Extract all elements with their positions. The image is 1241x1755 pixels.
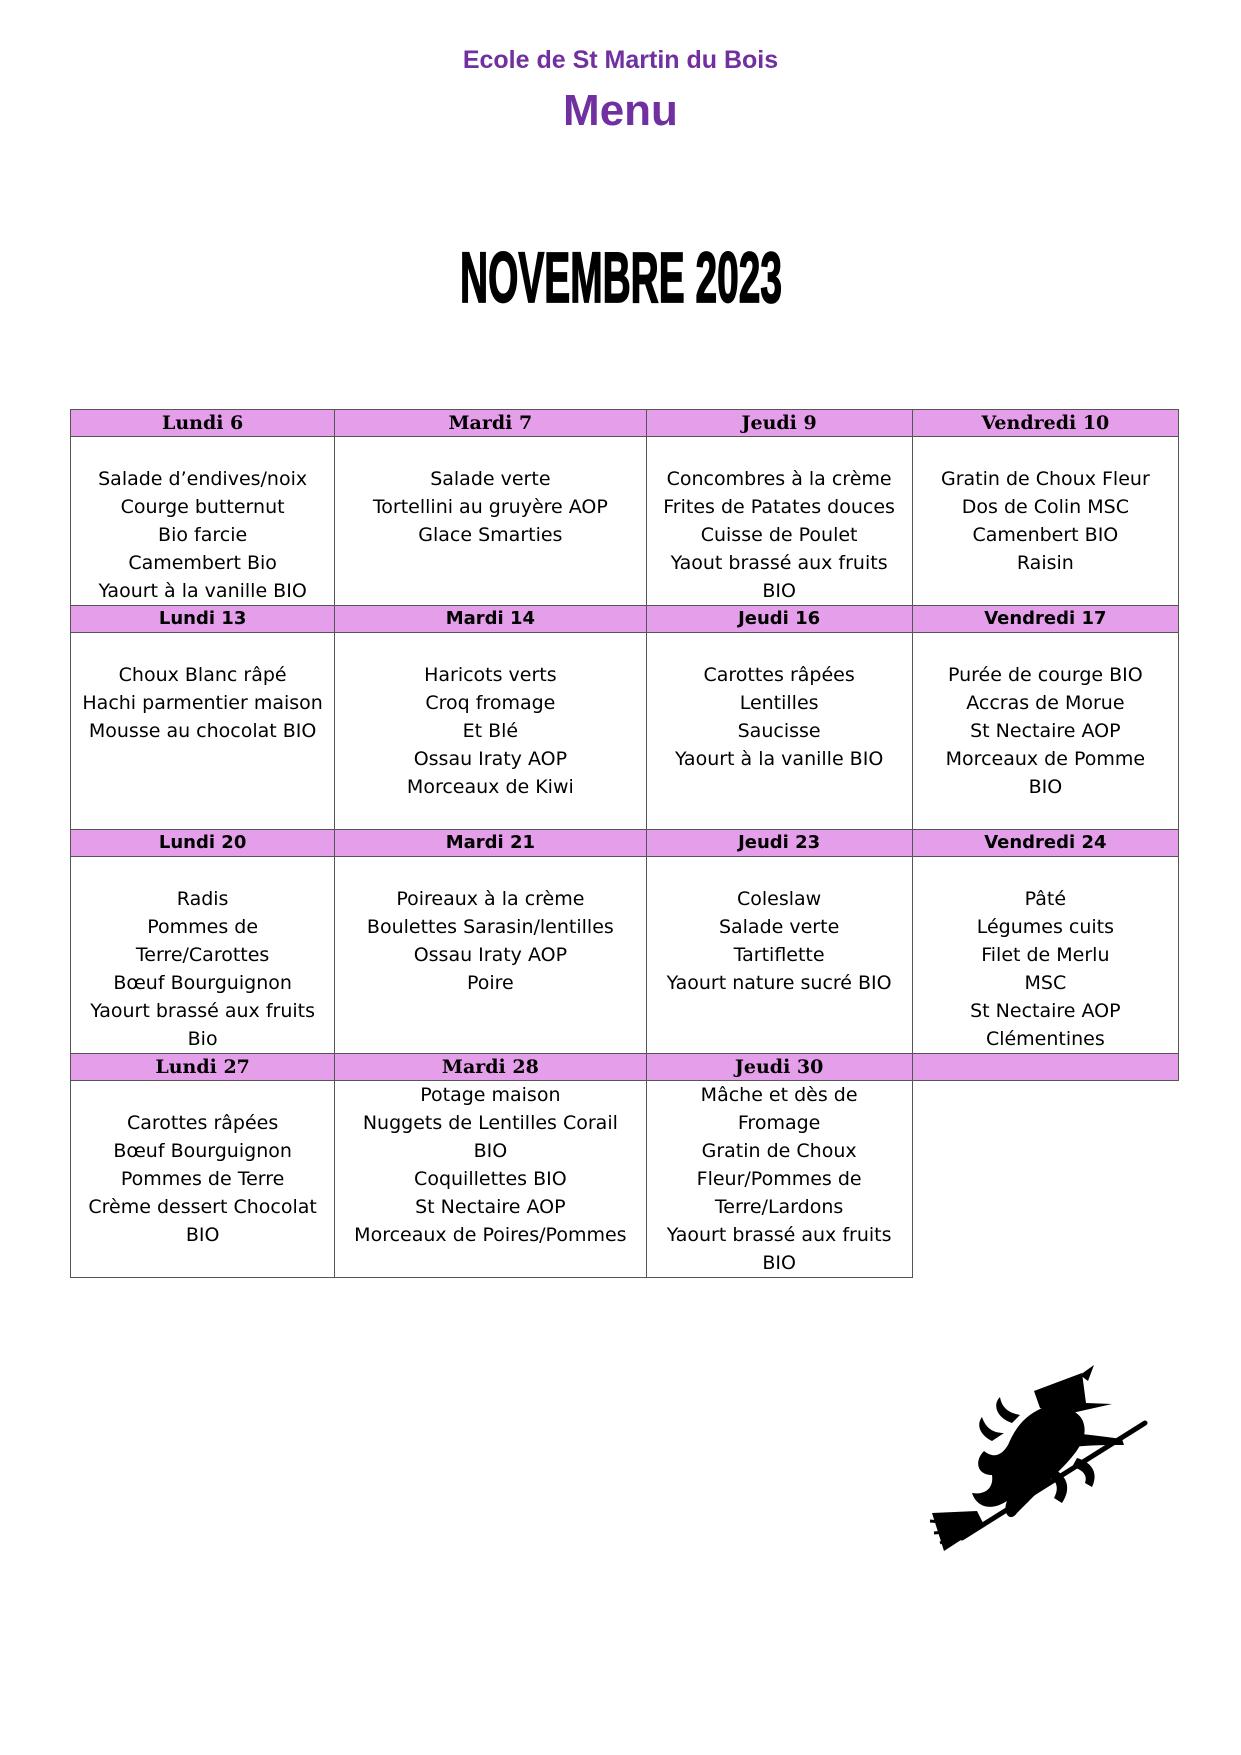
day-header: Mardi 21 (335, 830, 646, 857)
school-name: Ecole de St Martin du Bois (462, 46, 779, 74)
menu-item: Ossau Iraty AOP (413, 944, 568, 966)
menu-item: Camembert Bio (128, 552, 277, 574)
menu-item: St Nectaire AOP (970, 720, 1121, 742)
menu-item: Yaourt brassé aux fruits (90, 1000, 315, 1022)
menu-item: Courge butternut (120, 496, 285, 518)
menu-item: Salade verte (718, 916, 840, 938)
day-header: Lundi 27 (71, 1054, 335, 1081)
menu-item: Yaourt à la vanille BIO (98, 580, 307, 602)
month-title (0, 232, 1241, 322)
witch-on-broom-icon (922, 1363, 1152, 1553)
day-header: Lundi 20 (71, 830, 335, 857)
day-menu (71, 633, 335, 830)
menu-item: Salade verte (430, 468, 551, 490)
day-menu (912, 633, 1178, 830)
menu-item: MSC (1024, 972, 1067, 994)
week-menu-row (71, 857, 1179, 1054)
menu-item: St Nectaire AOP (415, 1196, 566, 1218)
menu-item: BIO (1028, 776, 1063, 798)
menu-item: Choux Blanc râpé (118, 664, 287, 686)
menu-item: Radis (176, 888, 229, 910)
menu-item: Coleslaw (737, 888, 822, 910)
menu-item: Frites de Patates douces (663, 496, 895, 518)
empty-cell (912, 1081, 1178, 1278)
menu-item: Glace Smarties (418, 524, 563, 546)
menu-item: Yaourt brassé aux fruits (666, 1224, 892, 1246)
day-header: Jeudi 30 (646, 1054, 912, 1081)
day-menu (912, 437, 1178, 606)
day-header (912, 1054, 1178, 1081)
day-header: Jeudi 23 (646, 830, 912, 857)
menu-item: Lentilles (739, 692, 819, 714)
menu-item: Poire (466, 972, 514, 994)
menu-item: Mousse au chocolat BIO (88, 720, 317, 742)
day-header: Lundi 6 (71, 410, 335, 437)
menu-item: Yaourt à la vanille BIO (674, 748, 884, 770)
day-menu (912, 857, 1178, 1054)
menu-item: Concombres à la crème (666, 468, 892, 490)
day-menu (335, 437, 646, 606)
day-header: Mardi 28 (335, 1054, 646, 1081)
menu-item: Crème dessert Chocolat (88, 1196, 317, 1218)
menu-item: Filet de Merlu (981, 944, 1110, 966)
menu-item: Mâche et dès de (700, 1084, 858, 1106)
menu-item: Yaourt nature sucré BIO (666, 972, 892, 994)
menu-item: Croq fromage (425, 692, 556, 714)
menu-item: Boulettes Sarasin/lentilles (366, 916, 614, 938)
menu-item: Pommes de Terre (120, 1168, 285, 1190)
menu-item: Gratin de Choux Fleur (940, 468, 1150, 490)
menu-item: Et Blé (462, 720, 519, 742)
day-menu (646, 857, 912, 1054)
menu-title: Menu (563, 86, 678, 135)
menu-item: Clémentines (985, 1028, 1105, 1050)
day-menu (646, 1081, 912, 1278)
menu-item: Nuggets de Lentilles Corail (362, 1112, 618, 1134)
menu-item: St Nectaire AOP (970, 1000, 1121, 1022)
week-header-row (71, 1054, 1179, 1081)
menu-item: Fleur/Pommes de (696, 1168, 862, 1190)
menu-item: Bœuf Bourguignon (113, 1140, 292, 1162)
menu-item: Morceaux de Kiwi (406, 776, 574, 798)
day-header: Mardi 7 (335, 410, 646, 437)
menu-item: Fromage (737, 1112, 821, 1134)
menu-item: Tartiflette (733, 944, 825, 966)
day-menu (646, 437, 912, 606)
menu-item: BIO (762, 1252, 796, 1274)
day-header: Vendredi 10 (912, 410, 1178, 437)
month-title-text: NOVEMBRE 2023 (459, 239, 782, 319)
day-menu (71, 437, 335, 606)
menu-item: Terre/Carottes (135, 944, 270, 966)
menu-item: Tortellini au gruyère AOP (372, 496, 608, 518)
day-header: Jeudi 16 (646, 606, 912, 633)
day-header: Mardi 14 (335, 606, 646, 633)
menu-item: Dos de Colin MSC (961, 496, 1129, 518)
week-menu-row (71, 1081, 1179, 1278)
menu-item: Raisin (1016, 552, 1074, 574)
menu-item: BIO (185, 1224, 220, 1246)
menu-item: Pâté (1024, 888, 1067, 910)
menu-item: Bio farcie (158, 524, 248, 546)
menu-item: Poireaux à la crème (396, 888, 585, 910)
day-menu (335, 633, 646, 830)
day-menu (646, 633, 912, 830)
menu-item: Potage maison (420, 1084, 561, 1106)
menu-item: Morceaux de Pomme (945, 748, 1146, 770)
menu-item: Gratin de Choux (701, 1140, 857, 1162)
menu-item: Carottes râpées (126, 1112, 279, 1134)
menu-item: BIO (762, 580, 796, 602)
week-header-row (71, 410, 1179, 437)
day-menu (71, 857, 335, 1054)
menu-item: Légumes cuits (976, 916, 1115, 938)
menu-item: Cuisse de Poulet (700, 524, 858, 546)
menu-item: Terre/Lardons (714, 1196, 844, 1218)
week-header-row (71, 830, 1179, 857)
menu-table (70, 409, 1179, 1278)
menu-item: Haricots verts (424, 664, 557, 686)
menu-item: Saucisse (737, 720, 821, 742)
menu-item: BIO (473, 1140, 508, 1162)
week-menu-row (71, 633, 1179, 830)
day-header: Lundi 13 (71, 606, 335, 633)
menu-item: Morceaux de Poires/Pommes (354, 1224, 627, 1246)
week-header-row (71, 606, 1179, 633)
day-header: Vendredi 17 (912, 606, 1178, 633)
menu-item: Accras de Morue (966, 692, 1125, 714)
day-menu (335, 1081, 646, 1278)
menu-item: Yaout brassé aux fruits (670, 552, 888, 574)
menu-item: Camenbert BIO (972, 524, 1119, 546)
menu-item: Coquillettes BIO (414, 1168, 567, 1190)
day-header: Jeudi 9 (646, 410, 912, 437)
day-menu (335, 857, 646, 1054)
day-menu (71, 1081, 335, 1278)
menu-item: Hachi parmentier maison (82, 692, 323, 714)
menu-item: Salade d’endives/noix (98, 468, 308, 490)
menu-item: Carottes râpées (703, 664, 855, 686)
menu-item: Bio (187, 1028, 218, 1050)
menu-item: Ossau Iraty AOP (413, 748, 568, 770)
menu-item: Bœuf Bourguignon (113, 972, 292, 994)
menu-item: Purée de courge BIO (947, 664, 1143, 686)
menu-item: Pommes de (147, 916, 259, 938)
week-menu-row (71, 437, 1179, 606)
day-header: Vendredi 24 (912, 830, 1178, 857)
